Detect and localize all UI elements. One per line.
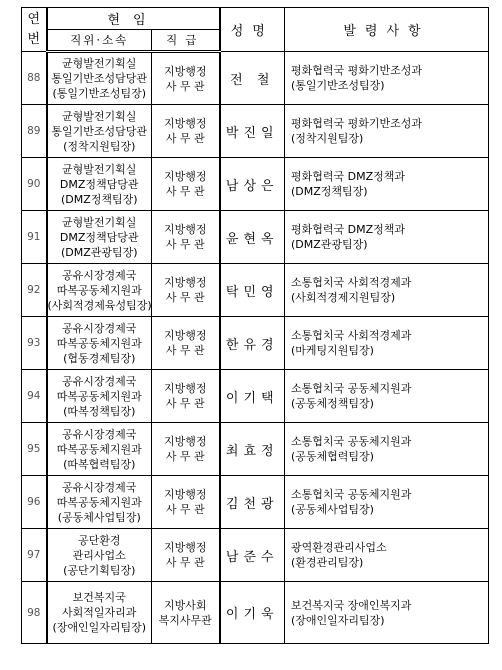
- position-line: (협동경제팀장): [63, 351, 136, 365]
- appointment-line: 평화협력국 DMZ정책과: [291, 223, 406, 236]
- current-position: [47, 582, 152, 644]
- new-appointment: [285, 317, 489, 370]
- serial-number: 98: [22, 582, 47, 644]
- job-grade: [152, 529, 220, 582]
- header-serial-number: 연 번: [22, 8, 47, 52]
- appointment-line: (공동체사업팀장): [291, 503, 374, 516]
- serial-number: 95: [22, 423, 47, 476]
- header-appointment: 발령사항: [285, 8, 489, 52]
- appointment-line: 광역환경관리사업소: [291, 541, 387, 554]
- job-grade: [152, 158, 220, 211]
- serial-number: 96: [22, 476, 47, 529]
- serial-number: 88: [22, 52, 47, 105]
- current-position: [47, 317, 152, 370]
- current-position: [47, 476, 152, 529]
- new-appointment: [285, 264, 489, 317]
- position-line: 따복공동체지원과: [56, 283, 142, 297]
- table-row: [22, 317, 489, 370]
- grade-line: 지방행정: [163, 488, 207, 501]
- position-line: 공유시장경제국: [62, 374, 137, 388]
- job-grade: [152, 211, 220, 264]
- position-line: (공동체사업팀장): [57, 510, 141, 524]
- person-name: 남준수: [220, 529, 285, 582]
- position-line: 따복공동체지원과: [56, 389, 142, 403]
- serial-number: 89: [22, 105, 47, 158]
- table-row: [22, 476, 489, 529]
- position-line: (따복협력팀장): [63, 457, 136, 471]
- person-name: 박진일: [220, 105, 285, 158]
- position-line: 사회적일자리과: [62, 606, 137, 619]
- appointment-line: (통일기반조성팀장): [291, 79, 385, 92]
- position-line: (사회적경제육성팀장): [47, 298, 152, 312]
- appointment-line: 평화협력국 평화기반조성과: [291, 117, 423, 130]
- job-grade: [152, 105, 220, 158]
- table-row: [22, 211, 489, 264]
- serial-number: 91: [22, 211, 47, 264]
- position-line: 따복공동체지원과: [56, 336, 142, 350]
- grade-line: 사 무 관: [165, 238, 205, 251]
- appointment-line: (DMZ정책팀장): [291, 185, 368, 198]
- grade-line: 지방행정: [163, 223, 207, 236]
- position-line: 균형발전기획실: [62, 109, 137, 123]
- person-name: 윤현옥: [220, 211, 285, 264]
- table-row: [22, 158, 489, 211]
- position-line: 균형발전기획실: [62, 215, 137, 229]
- new-appointment: [285, 370, 489, 423]
- header-grade: 직급: [152, 30, 220, 52]
- appointment-line: 평화협력국 DMZ정책과: [291, 170, 406, 183]
- position-line: 공단환경: [77, 533, 121, 547]
- appointment-line: (정착지원팀장): [291, 132, 364, 145]
- job-grade: [152, 423, 220, 476]
- grade-line: 사 무 관: [165, 291, 205, 304]
- current-position: [47, 370, 152, 423]
- appointment-line: (DMZ관광팀장): [291, 238, 368, 251]
- appointment-line: (마케팅지원팀장): [291, 344, 374, 357]
- current-position: [47, 211, 152, 264]
- position-line: 관리사업소: [72, 548, 126, 562]
- personnel-appointment-table: [21, 7, 489, 644]
- person-name: 남상은: [220, 158, 285, 211]
- grade-line: 사 무 관: [165, 556, 205, 569]
- position-line: 따복공동체지원과: [56, 442, 142, 456]
- header-name: 성명: [220, 8, 285, 52]
- header-position-department: 직위·소속: [47, 30, 152, 52]
- grade-line: 사 무 관: [165, 344, 205, 357]
- person-name: 이기욱: [220, 582, 285, 644]
- position-line: (통일기반조성팀장): [52, 87, 147, 100]
- job-grade: [152, 476, 220, 529]
- new-appointment: [285, 423, 489, 476]
- person-name: 김천광: [220, 476, 285, 529]
- position-line: 통일기반조성담당관: [51, 72, 148, 85]
- appointment-line: (공동체정책팀장): [291, 397, 374, 410]
- position-line: 공유시장경제국: [62, 427, 137, 441]
- position-line: 통일기반조성담당관: [51, 124, 148, 138]
- appointment-line: 소통협치국 사회적경제과: [291, 276, 412, 289]
- table-row: [22, 52, 489, 105]
- table-row: [22, 582, 489, 644]
- person-name: 최효정: [220, 423, 285, 476]
- new-appointment: [285, 52, 489, 105]
- grade-line: 사 무 관: [165, 450, 205, 463]
- position-line: DMZ정책담당관: [59, 177, 139, 191]
- table-row: [22, 529, 489, 582]
- position-line: (DMZ관광팀장): [60, 245, 138, 259]
- position-line: (따복정책팀장): [63, 404, 136, 418]
- table-row: [22, 264, 489, 317]
- job-grade: [152, 52, 220, 105]
- serial-number: 94: [22, 370, 47, 423]
- grade-line: 지방행정: [163, 435, 207, 448]
- appointment-line: (사회적경제지원팀장): [291, 291, 396, 304]
- serial-number: 90: [22, 158, 47, 211]
- job-grade: [152, 264, 220, 317]
- grade-line: 지방사회: [163, 598, 207, 612]
- position-line: 보건복지국: [72, 591, 126, 604]
- position-line: 균형발전기획실: [62, 162, 137, 176]
- current-position: [47, 529, 152, 582]
- position-line: 공유시장경제국: [62, 268, 137, 282]
- position-line: 공유시장경제국: [62, 480, 137, 494]
- current-position: [47, 264, 152, 317]
- appointment-line: (공동체협력팀장): [291, 450, 374, 463]
- person-name: 전 철: [220, 52, 285, 105]
- current-position: [47, 423, 152, 476]
- grade-line: 사 무 관: [165, 132, 205, 145]
- person-name: 한유경: [220, 317, 285, 370]
- grade-line: 지방행정: [163, 329, 207, 342]
- header-current-post: 현임: [47, 8, 220, 30]
- table-row: [22, 105, 489, 158]
- grade-line: 지방행정: [163, 64, 207, 78]
- appointment-line: 소통협치국 공동체지원과: [291, 488, 412, 501]
- table-row: [22, 370, 489, 423]
- position-line: (정착지원팀장): [63, 139, 136, 153]
- job-grade: [152, 317, 220, 370]
- person-name: 탁민영: [220, 264, 285, 317]
- grade-line: 지방행정: [163, 170, 207, 183]
- appointment-line: 소통협치국 공동체지원과: [291, 382, 412, 395]
- position-line: 공유시장경제국: [62, 321, 137, 335]
- position-line: (공단기획팀장): [63, 563, 136, 577]
- current-position: [47, 52, 152, 105]
- appointment-line: 소통협치국 사회적경제과: [291, 329, 412, 342]
- grade-line: 사 무 관: [165, 79, 205, 93]
- new-appointment: [285, 529, 489, 582]
- grade-line: 사 무 관: [165, 503, 205, 516]
- current-position: [47, 158, 152, 211]
- position-line: (장애인일자리팀장): [52, 621, 147, 634]
- appointment-line: 평화협력국 평화기반조성과: [291, 64, 423, 77]
- grade-line: 지방행정: [163, 382, 207, 395]
- grade-line: 지방행정: [163, 117, 207, 130]
- job-grade: [152, 370, 220, 423]
- grade-line: 지방행정: [163, 541, 207, 554]
- appointment-line: 보건복지국 장애인복지과: [291, 598, 412, 612]
- new-appointment: [285, 476, 489, 529]
- serial-number: 97: [22, 529, 47, 582]
- appointment-line: 소통협치국 공동체지원과: [291, 435, 412, 448]
- position-line: DMZ정책담당관: [59, 230, 139, 244]
- new-appointment: [285, 582, 489, 644]
- serial-number: 92: [22, 264, 47, 317]
- position-line: (DMZ정책팀장): [60, 192, 138, 206]
- appointment-line: (환경관리팀장): [291, 556, 364, 569]
- position-line: 균형발전기획실: [62, 57, 137, 70]
- grade-line: 사 무 관: [165, 397, 205, 410]
- serial-number: 93: [22, 317, 47, 370]
- new-appointment: [285, 211, 489, 264]
- grade-line: 사 무 관: [165, 185, 205, 198]
- job-grade: [152, 582, 220, 644]
- person-name: 이기택: [220, 370, 285, 423]
- table-row: [22, 423, 489, 476]
- grade-line: 지방행정: [163, 276, 207, 289]
- new-appointment: [285, 105, 489, 158]
- position-line: 따복공동체지원과: [56, 495, 142, 509]
- appointment-line: (장애인일자리팀장): [291, 613, 385, 627]
- grade-line: 복지사무관: [158, 613, 212, 627]
- new-appointment: [285, 158, 489, 211]
- current-position: [47, 105, 152, 158]
